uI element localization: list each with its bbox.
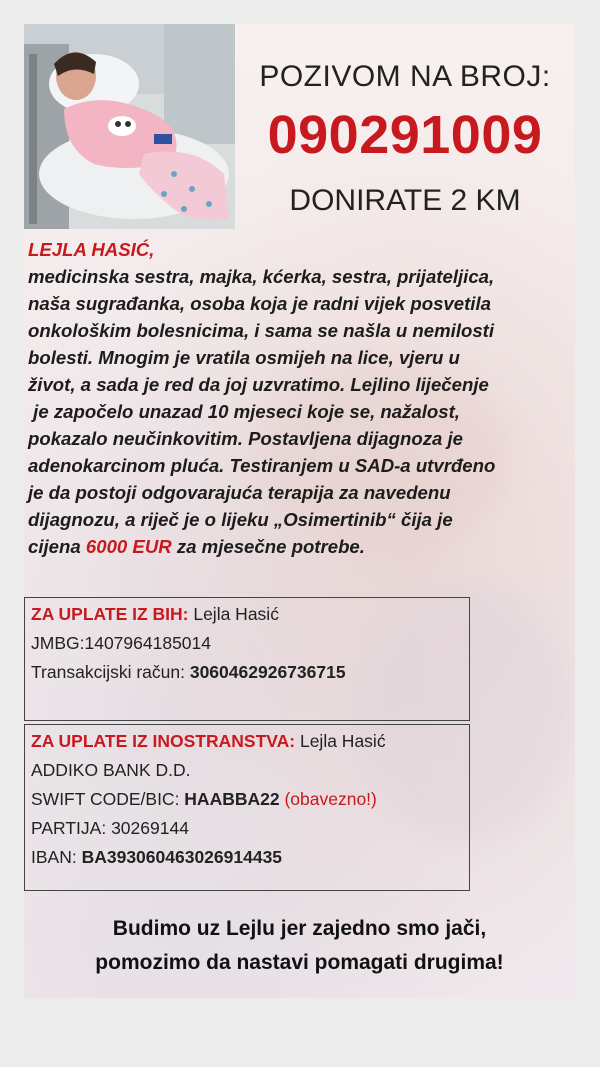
swift-note: (obavezno!)	[279, 789, 377, 809]
bih-account-label: Transakcijski račun:	[31, 662, 190, 682]
price-amount: 6000 EUR	[85, 536, 172, 557]
story-line: život, a sada je red da joj uzvratimo. Lejlino liječenje	[28, 374, 489, 395]
bih-payment-header	[31, 600, 469, 629]
story-price-line	[28, 533, 568, 560]
story-text	[28, 236, 568, 560]
patient-photo	[24, 24, 235, 229]
foreign-payment-label: ZA UPLATE IZ INOSTRANSTVA:	[31, 731, 296, 751]
footer-line: Budimo uz Lejlu jer zajedno smo jači,	[112, 917, 487, 940]
foreign-payment-header	[31, 727, 469, 756]
story-line: pokazalo neučinkovitim. Postavljena dijagnoza je	[28, 428, 464, 449]
iban-number: BA393060463026914435	[81, 847, 283, 867]
swift-row	[31, 785, 469, 814]
story-line: dijagnozu, a riječ je o lijeku „Osimertinib“ čija je	[28, 509, 453, 530]
foreign-recipient-name: Lejla Hasić	[295, 731, 386, 751]
swift-label: SWIFT CODE/BIC:	[31, 789, 185, 809]
bih-jmbg: JMBG:1407964185014	[31, 633, 211, 653]
call-instruction: POZIVOM NA BROJ:	[259, 60, 551, 93]
story-line: bolesti. Mnogim je vratila osmijeh na lice, vjeru u	[28, 347, 460, 368]
iban-row	[31, 843, 469, 872]
story-line: onkološkim bolesnicima, i sama se našla u nemilosti	[28, 320, 495, 341]
footer-appeal	[24, 912, 575, 980]
price-prefix: cijena	[28, 536, 86, 557]
bih-recipient-name: Lejla Hasić	[188, 604, 279, 624]
swift-code: HAABBA22	[184, 789, 280, 809]
patient-name: LEJLA HASIĆ,	[28, 239, 155, 260]
donation-amount: DONIRATE 2 KM	[289, 184, 521, 217]
donation-poster	[24, 24, 575, 998]
story-line: je započelo unazad 10 mjeseci koje se, nažalost,	[28, 401, 460, 422]
bih-payment-box	[24, 597, 470, 721]
story-line: adenokarcinom pluća. Testiranjem u SAD-a utvrđeno	[28, 455, 496, 476]
donation-phone-number: 090291009	[267, 105, 543, 165]
story-line: je da postoji odgovarajuća terapija za navedenu	[28, 482, 451, 503]
bih-account-number: 3060462926736715	[189, 662, 346, 682]
story-line: medicinska sestra, majka, kćerka, sestra, prijateljica,	[28, 266, 495, 287]
story-line: naša sugrađanka, osoba koja je radni vijek posvetila	[28, 293, 491, 314]
foreign-bank-name: ADDIKO BANK D.D.	[31, 760, 191, 780]
partija-number: PARTIJA: 30269144	[31, 818, 189, 838]
foreign-payment-box	[24, 724, 470, 891]
footer-line: pomozimo da nastavi pomagati drugima!	[95, 951, 504, 974]
bih-payment-label: ZA UPLATE IZ BIH:	[31, 604, 189, 624]
price-suffix: za mjesečne potrebe.	[171, 536, 365, 557]
iban-label: IBAN:	[31, 847, 82, 867]
bih-account-row	[31, 658, 469, 687]
